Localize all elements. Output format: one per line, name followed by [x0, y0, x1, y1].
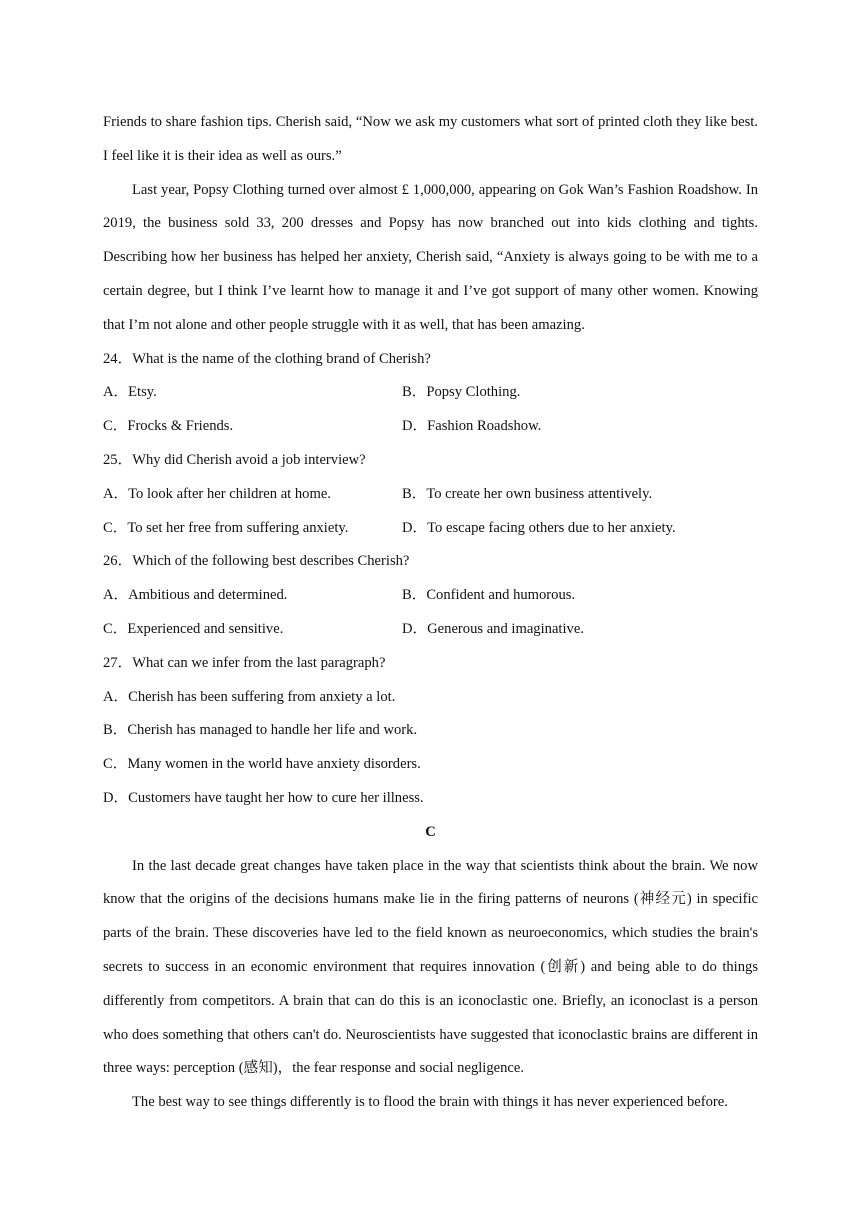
question-25-option-d: D．To escape facing others due to her anxiety. [402, 519, 676, 536]
passage-b-paragraph: Last year, Popsy Clothing turned over almost £ 1,000,000, appearing on Gok Wan’s Fashion Roadshow. In 2019, the business sold 33, 200 dresses and Popsy has now branched out into kids clothing and tights. Describing how her business has helped her anxiety, Cherish said, “Anxiety is always going to be with me to a certain degree, but I think I’ve learnt how to manage it and I’ve got support of many other women. Knowing that I’m not alone and other people struggle with it as well, that has been amazing. [103, 181, 758, 333]
question-24-option-c: C．Frocks & Friends. [103, 418, 234, 435]
passage-c-paragraph: The best way to see things differently is to flood the brain with things it has never experienced before. [132, 1094, 728, 1111]
question-26-option-b: B．Confident and humorous. [402, 587, 576, 604]
passage-c-paragraph: In the last decade great changes have taken place in the way that scientists think about the brain. We now know that the origins of the decisions humans make lie in the firing patterns of neurons (神经元) in specific parts of the brain. These discoveries have led to the field known as neuroeconomics, which studies the brain's secrets to success in an economic environment that requires innovation (创新) and being able to do things differently from competitors. A brain that can do this is an iconoclastic one. Briefly, an iconoclast is a person who does something that others can't do. Neuroscientists have suggested that iconoclastic brains are different in three ways: perception (感知)，the fear response and social negligence. [103, 857, 758, 1077]
question-27-option-a: A．Cherish has been suffering from anxiety a lot. [103, 688, 396, 705]
question-25-options-row [103, 512, 758, 546]
question-27-option-b: B．Cherish has managed to handle her life and work. [103, 722, 418, 739]
question-24-option-d: D．Fashion Roadshow. [402, 418, 542, 435]
section-c-title: C [425, 823, 436, 840]
question-24-option-b: B．Popsy Clothing. [402, 384, 521, 401]
question-25-stem: 25．Why did Cherish avoid a job interview? [103, 451, 366, 468]
question-24-stem: 24．What is the name of the clothing brand of Cherish? [103, 350, 431, 367]
question-26-option-a: A．Ambitious and determined. [103, 587, 288, 604]
question-27-option-c: C．Many women in the world have anxiety disorders. [103, 756, 421, 773]
question-25-options-row [103, 478, 758, 512]
question-25-option-b: B．To create her own business attentively. [402, 485, 653, 502]
question-25-option-c: C．To set her free from suffering anxiety. [103, 519, 349, 536]
passage-b-paragraph: Friends to share fashion tips. Cherish said, “Now we ask my customers what sort of printed cloth they like best. I feel like it is their idea as well as ours.” [103, 114, 758, 164]
question-26-options-row [103, 613, 758, 647]
question-27-option-d: D．Customers have taught her how to cure her illness. [103, 789, 424, 806]
page-content [103, 106, 758, 1120]
question-26-stem: 26．Which of the following best describes Cherish? [103, 553, 410, 570]
question-24-options-row [103, 410, 758, 444]
question-25-option-a: A．To look after her children at home. [103, 485, 331, 502]
question-26-option-d: D．Generous and imaginative. [402, 620, 584, 637]
question-24-option-a: A．Etsy. [103, 384, 157, 401]
question-27-stem: 27．What can we infer from the last paragraph? [103, 654, 386, 671]
question-26-options-row [103, 579, 758, 613]
question-24-options-row [103, 376, 758, 410]
question-26-option-c: C．Experienced and sensitive. [103, 620, 284, 637]
